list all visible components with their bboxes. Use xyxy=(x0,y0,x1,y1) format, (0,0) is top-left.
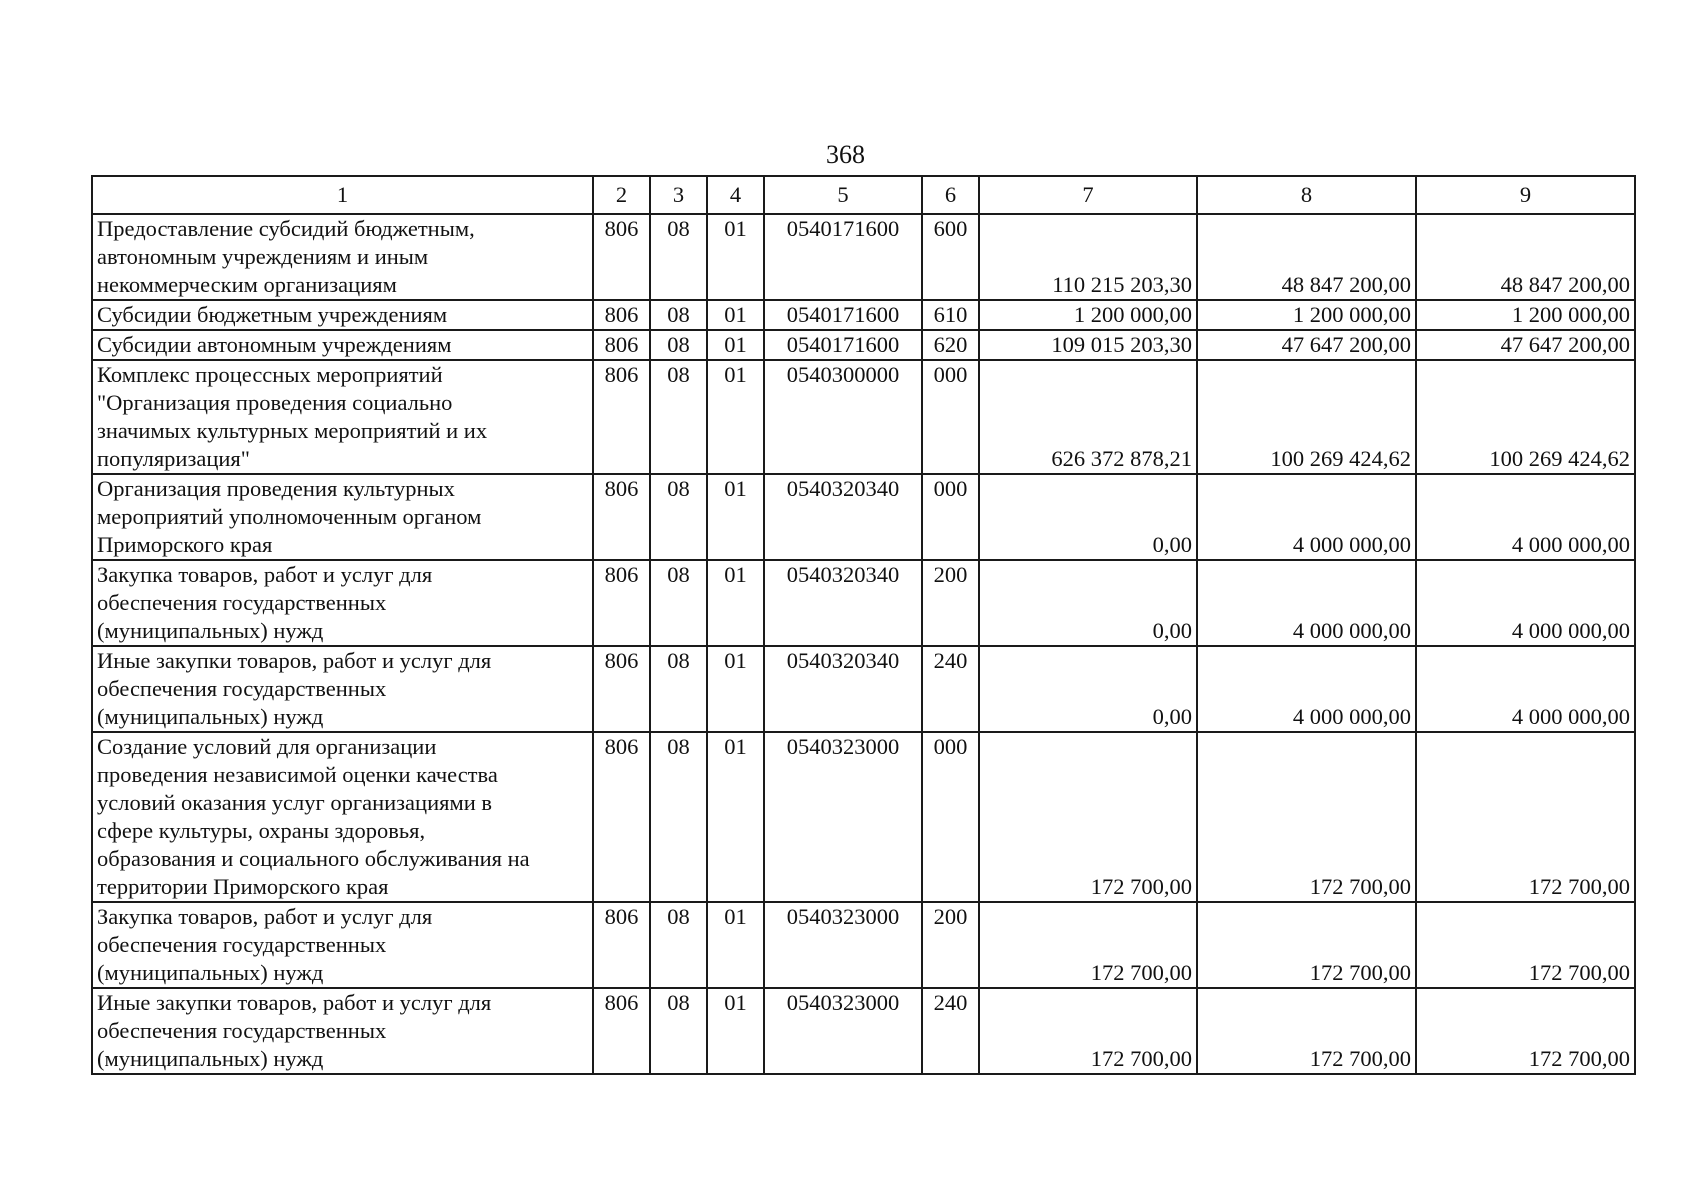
row-expense-type-code: 000 xyxy=(922,360,979,474)
row-department-code: 806 xyxy=(593,646,650,732)
row-section-code: 08 xyxy=(650,474,707,560)
row-subsection-code: 01 xyxy=(707,300,764,330)
row-name xyxy=(92,214,593,300)
row-amount-col7: 0,00 xyxy=(979,646,1197,732)
row-expense-type-code: 200 xyxy=(922,560,979,646)
row-amount-col9: 100 269 424,62 xyxy=(1416,360,1635,474)
row-amount-col8: 172 700,00 xyxy=(1197,732,1416,902)
row-department-code: 806 xyxy=(593,902,650,988)
row-amount-col8: 4 000 000,00 xyxy=(1197,646,1416,732)
row-amount-col9: 4 000 000,00 xyxy=(1416,646,1635,732)
row-amount-col9: 4 000 000,00 xyxy=(1416,560,1635,646)
row-amount-col9: 1 200 000,00 xyxy=(1416,300,1635,330)
row-name-text: Иные закупки товаров, работ и услуг для обеспечения государственных (муниципальных) нужд xyxy=(97,648,492,729)
row-target-article-code: 0540320340 xyxy=(764,560,922,646)
row-name xyxy=(92,330,593,360)
row-amount-col7: 0,00 xyxy=(979,474,1197,560)
table-row xyxy=(92,474,1635,560)
row-amount-col7: 110 215 203,30 xyxy=(979,214,1197,300)
row-department-code: 806 xyxy=(593,360,650,474)
table-row xyxy=(92,902,1635,988)
row-target-article-code: 0540171600 xyxy=(764,300,922,330)
table-row xyxy=(92,214,1635,300)
header-col-9: 9 xyxy=(1416,176,1635,214)
row-amount-col7: 172 700,00 xyxy=(979,988,1197,1074)
row-amount-col9: 47 647 200,00 xyxy=(1416,330,1635,360)
header-col-5: 5 xyxy=(764,176,922,214)
row-expense-type-code: 240 xyxy=(922,988,979,1074)
header-col-8: 8 xyxy=(1197,176,1416,214)
header-col-7: 7 xyxy=(979,176,1197,214)
row-department-code: 806 xyxy=(593,988,650,1074)
row-target-article-code: 0540171600 xyxy=(764,330,922,360)
row-subsection-code: 01 xyxy=(707,330,764,360)
row-target-article-code: 0540320340 xyxy=(764,646,922,732)
header-col-2: 2 xyxy=(593,176,650,214)
row-name-text: Закупка товаров, работ и услуг для обеспечения государственных (муниципальных) нужд xyxy=(97,562,433,643)
row-expense-type-code: 000 xyxy=(922,474,979,560)
row-section-code: 08 xyxy=(650,300,707,330)
table-row xyxy=(92,732,1635,902)
row-expense-type-code: 000 xyxy=(922,732,979,902)
row-section-code: 08 xyxy=(650,214,707,300)
table-body xyxy=(92,214,1635,1074)
row-amount-col9: 4 000 000,00 xyxy=(1416,474,1635,560)
row-subsection-code: 01 xyxy=(707,988,764,1074)
row-subsection-code: 01 xyxy=(707,646,764,732)
row-name-text: Предоставление субсидий бюджетным, автономным учреждениям и иным некоммерческим организациям xyxy=(97,216,475,297)
row-name xyxy=(92,300,593,330)
row-amount-col8: 1 200 000,00 xyxy=(1197,300,1416,330)
row-amount-col8: 47 647 200,00 xyxy=(1197,330,1416,360)
row-department-code: 806 xyxy=(593,474,650,560)
row-department-code: 806 xyxy=(593,560,650,646)
row-amount-col8: 4 000 000,00 xyxy=(1197,560,1416,646)
row-target-article-code: 0540323000 xyxy=(764,732,922,902)
row-target-article-code: 0540323000 xyxy=(764,902,922,988)
row-name-text: Комплекс процессных мероприятий "Организация проведения социально значимых культурных мероприятий и их популяризация" xyxy=(97,362,488,471)
row-amount-col7: 0,00 xyxy=(979,560,1197,646)
row-section-code: 08 xyxy=(650,732,707,902)
row-subsection-code: 01 xyxy=(707,360,764,474)
row-section-code: 08 xyxy=(650,560,707,646)
row-name-text: Иные закупки товаров, работ и услуг для обеспечения государственных (муниципальных) нужд xyxy=(97,990,492,1071)
table-row xyxy=(92,560,1635,646)
row-department-code: 806 xyxy=(593,732,650,902)
row-expense-type-code: 620 xyxy=(922,330,979,360)
row-department-code: 806 xyxy=(593,214,650,300)
row-amount-col8: 4 000 000,00 xyxy=(1197,474,1416,560)
row-name xyxy=(92,902,593,988)
row-name xyxy=(92,560,593,646)
table-row xyxy=(92,646,1635,732)
budget-table xyxy=(91,175,1636,1075)
row-amount-col9: 172 700,00 xyxy=(1416,732,1635,902)
row-amount-col9: 172 700,00 xyxy=(1416,902,1635,988)
row-expense-type-code: 610 xyxy=(922,300,979,330)
header-col-1: 1 xyxy=(92,176,593,214)
table-row xyxy=(92,988,1635,1074)
row-subsection-code: 01 xyxy=(707,560,764,646)
row-name-text: Организация проведения культурных мероприятий уполномоченным органом Приморского края xyxy=(97,476,482,557)
row-section-code: 08 xyxy=(650,988,707,1074)
row-amount-col8: 48 847 200,00 xyxy=(1197,214,1416,300)
row-name xyxy=(92,646,593,732)
row-name xyxy=(92,360,593,474)
row-target-article-code: 0540323000 xyxy=(764,988,922,1074)
table-row xyxy=(92,360,1635,474)
row-section-code: 08 xyxy=(650,902,707,988)
row-name xyxy=(92,988,593,1074)
row-target-article-code: 0540300000 xyxy=(764,360,922,474)
row-section-code: 08 xyxy=(650,330,707,360)
table-row xyxy=(92,330,1635,360)
row-name-text: Создание условий для организации проведения независимой оценки качества условий оказания услуг организациями в сфере культуры, охраны здоровья, образования и социального обслуживания на территории Приморского края xyxy=(97,734,530,899)
row-subsection-code: 01 xyxy=(707,902,764,988)
row-expense-type-code: 240 xyxy=(922,646,979,732)
header-row xyxy=(92,176,1635,214)
table-row xyxy=(92,300,1635,330)
row-department-code: 806 xyxy=(593,300,650,330)
row-amount-col9: 172 700,00 xyxy=(1416,988,1635,1074)
row-department-code: 806 xyxy=(593,330,650,360)
row-name-text: Закупка товаров, работ и услуг для обеспечения государственных (муниципальных) нужд xyxy=(97,904,433,985)
row-amount-col7: 626 372 878,21 xyxy=(979,360,1197,474)
header-col-6: 6 xyxy=(922,176,979,214)
row-name xyxy=(92,732,593,902)
row-amount-col8: 172 700,00 xyxy=(1197,902,1416,988)
row-amount-col7: 1 200 000,00 xyxy=(979,300,1197,330)
row-amount-col7: 109 015 203,30 xyxy=(979,330,1197,360)
row-amount-col7: 172 700,00 xyxy=(979,902,1197,988)
header-col-4: 4 xyxy=(707,176,764,214)
row-section-code: 08 xyxy=(650,646,707,732)
row-expense-type-code: 200 xyxy=(922,902,979,988)
row-target-article-code: 0540171600 xyxy=(764,214,922,300)
row-amount-col9: 48 847 200,00 xyxy=(1416,214,1635,300)
row-target-article-code: 0540320340 xyxy=(764,474,922,560)
row-amount-col7: 172 700,00 xyxy=(979,732,1197,902)
row-name-text: Субсидии бюджетным учреждениям xyxy=(97,302,448,327)
header-col-3: 3 xyxy=(650,176,707,214)
row-amount-col8: 100 269 424,62 xyxy=(1197,360,1416,474)
row-subsection-code: 01 xyxy=(707,214,764,300)
row-expense-type-code: 600 xyxy=(922,214,979,300)
row-subsection-code: 01 xyxy=(707,474,764,560)
row-subsection-code: 01 xyxy=(707,732,764,902)
row-amount-col8: 172 700,00 xyxy=(1197,988,1416,1074)
page-number: 368 xyxy=(826,140,865,169)
row-name-text: Субсидии автономным учреждениям xyxy=(97,332,452,357)
row-name xyxy=(92,474,593,560)
row-section-code: 08 xyxy=(650,360,707,474)
